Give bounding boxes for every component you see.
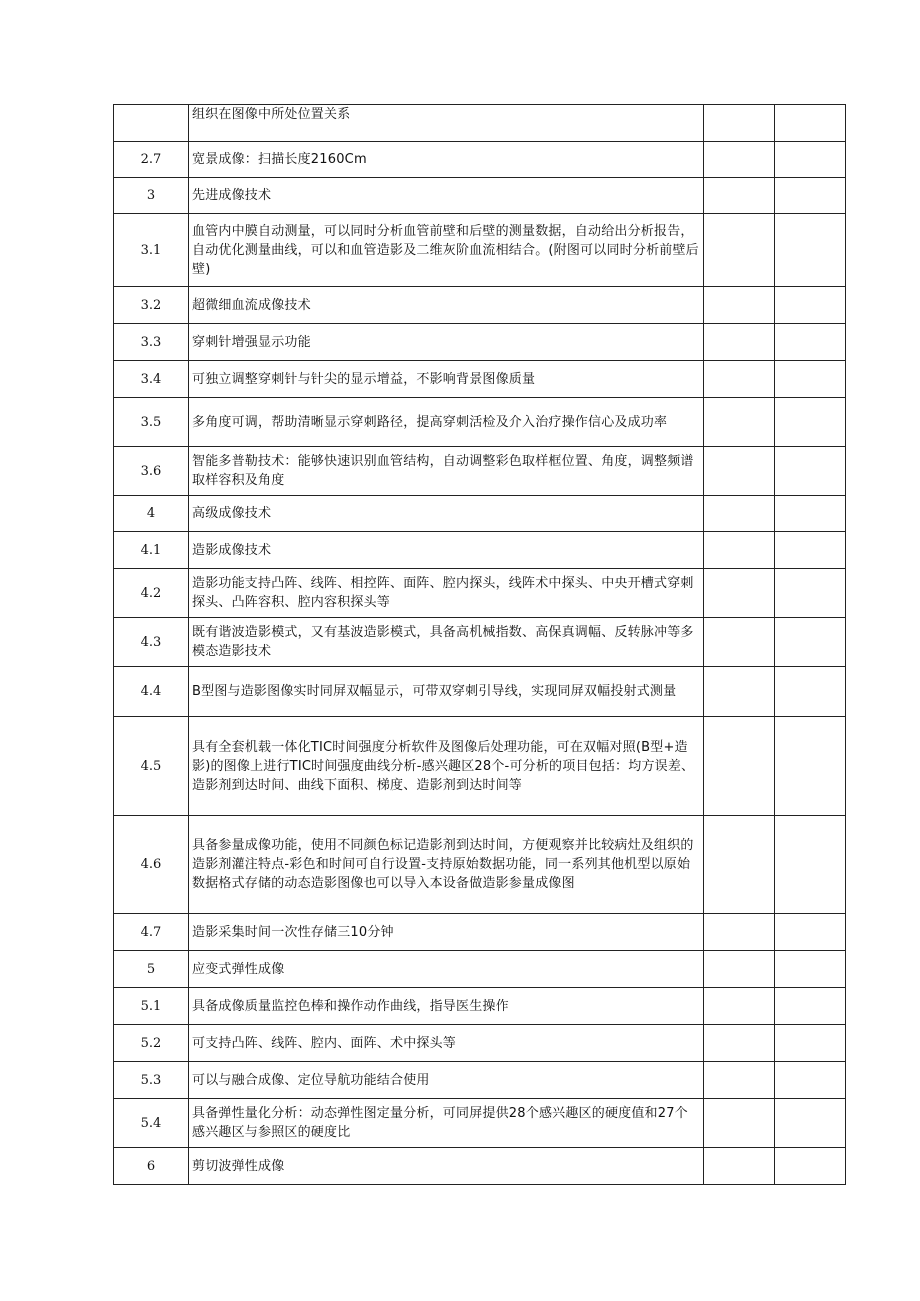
row-text: 多角度可调，帮助清晰显示穿刺路径，提高穿刺活检及介入治疗操作信心及成功率 xyxy=(189,398,704,447)
blank-cell xyxy=(775,1099,846,1148)
blank-cell xyxy=(704,447,775,496)
row-text: 造影采集时间一次性存储三10分钟 xyxy=(189,914,704,951)
row-text: 穿刺针增强显示功能 xyxy=(189,324,704,361)
table-row xyxy=(114,667,846,717)
row-number: 5.2 xyxy=(114,1025,189,1062)
blank-cell xyxy=(775,447,846,496)
row-text: 组织在图像中所处位置关系 xyxy=(189,105,704,142)
blank-cell xyxy=(704,214,775,287)
row-text: 可支持凸阵、线阵、腔内、面阵、术中探头等 xyxy=(189,1025,704,1062)
table-row xyxy=(114,142,846,178)
table-row xyxy=(114,361,846,398)
table-row xyxy=(114,1062,846,1099)
row-number: 4 xyxy=(114,496,189,532)
row-number: 3 xyxy=(114,178,189,214)
blank-cell xyxy=(775,618,846,667)
row-text: 具有全套机载一体化TIC时间强度分析软件及图像后处理功能，可在双幅对照(B型+造影)的图像上进行TIC时间强度曲线分析-感兴趣区28个-可分析的项目包括：均方误差、造影剂到达时间、曲线下面积、梯度、造影剂到达时间等 xyxy=(189,717,704,816)
row-text: 既有谐波造影模式，又有基波造影模式，具备高机械指数、高保真调幅、反转脉冲等多模态造影技术 xyxy=(189,618,704,667)
row-number: 3.1 xyxy=(114,214,189,287)
table-row xyxy=(114,105,846,142)
row-text: 超微细血流成像技术 xyxy=(189,287,704,324)
row-number: 4.5 xyxy=(114,717,189,816)
table-row xyxy=(114,717,846,816)
table-row xyxy=(114,816,846,914)
blank-cell xyxy=(775,214,846,287)
blank-cell xyxy=(775,178,846,214)
row-number: 4.4 xyxy=(114,667,189,717)
row-text: 造影功能支持凸阵、线阵、相控阵、面阵、腔内探头，线阵术中探头、中央开槽式穿刺探头、凸阵容积、腔内容积探头等 xyxy=(189,569,704,618)
row-number: 3.3 xyxy=(114,324,189,361)
blank-cell xyxy=(775,1062,846,1099)
table-row xyxy=(114,1025,846,1062)
row-text: 先进成像技术 xyxy=(189,178,704,214)
table-row xyxy=(114,914,846,951)
blank-cell xyxy=(775,398,846,447)
row-number: 5 xyxy=(114,951,189,988)
blank-cell xyxy=(775,988,846,1025)
blank-cell xyxy=(704,532,775,569)
row-text: 可以与融合成像、定位导航功能结合使用 xyxy=(189,1062,704,1099)
table-row xyxy=(114,287,846,324)
table-row xyxy=(114,988,846,1025)
blank-cell xyxy=(704,398,775,447)
row-number: 5.4 xyxy=(114,1099,189,1148)
row-number: 4.2 xyxy=(114,569,189,618)
row-number: 4.1 xyxy=(114,532,189,569)
row-number: 2.7 xyxy=(114,142,189,178)
blank-cell xyxy=(775,914,846,951)
blank-cell xyxy=(775,142,846,178)
blank-cell xyxy=(704,142,775,178)
row-text: 可独立调整穿刺针与针尖的显示增益，不影响背景图像质量 xyxy=(189,361,704,398)
row-text: 具备弹性量化分析：动态弹性图定量分析，可同屏提供28个感兴趣区的硬度值和27个感兴趣区与参照区的硬度比 xyxy=(189,1099,704,1148)
blank-cell xyxy=(704,287,775,324)
row-number: 5.1 xyxy=(114,988,189,1025)
blank-cell xyxy=(704,324,775,361)
row-number: 3.6 xyxy=(114,447,189,496)
blank-cell xyxy=(775,951,846,988)
blank-cell xyxy=(704,618,775,667)
spec-table xyxy=(113,104,846,1185)
row-number: 3.4 xyxy=(114,361,189,398)
row-text: 剪切波弹性成像 xyxy=(189,1148,704,1185)
row-number: 4.6 xyxy=(114,816,189,914)
blank-cell xyxy=(775,287,846,324)
blank-cell xyxy=(704,496,775,532)
row-text: 宽景成像：扫描长度2160Cm xyxy=(189,142,704,178)
blank-cell xyxy=(704,816,775,914)
blank-cell xyxy=(704,667,775,717)
blank-cell xyxy=(704,951,775,988)
row-text: 造影成像技术 xyxy=(189,532,704,569)
blank-cell xyxy=(704,178,775,214)
table-row xyxy=(114,951,846,988)
table-row xyxy=(114,324,846,361)
table-row xyxy=(114,1148,846,1185)
blank-cell xyxy=(704,1099,775,1148)
blank-cell xyxy=(704,361,775,398)
blank-cell xyxy=(775,361,846,398)
blank-cell xyxy=(775,667,846,717)
table-row xyxy=(114,532,846,569)
blank-cell xyxy=(775,1148,846,1185)
row-number: 4.7 xyxy=(114,914,189,951)
row-text: 应变式弹性成像 xyxy=(189,951,704,988)
row-text: 高级成像技术 xyxy=(189,496,704,532)
row-text: B型图与造影图像实时同屏双幅显示，可带双穿刺引导线，实现同屏双幅投射式测量 xyxy=(189,667,704,717)
blank-cell xyxy=(775,496,846,532)
table-row xyxy=(114,618,846,667)
blank-cell xyxy=(704,569,775,618)
blank-cell xyxy=(704,717,775,816)
row-text: 具备成像质量监控色棒和操作动作曲线，指导医生操作 xyxy=(189,988,704,1025)
row-number: 3.5 xyxy=(114,398,189,447)
row-number: 6 xyxy=(114,1148,189,1185)
blank-cell xyxy=(704,1025,775,1062)
blank-cell xyxy=(704,1148,775,1185)
blank-cell xyxy=(775,816,846,914)
blank-cell xyxy=(775,1025,846,1062)
table-row xyxy=(114,1099,846,1148)
blank-cell xyxy=(775,532,846,569)
table-row xyxy=(114,496,846,532)
blank-cell xyxy=(704,914,775,951)
row-number: 4.3 xyxy=(114,618,189,667)
blank-cell xyxy=(704,105,775,142)
blank-cell xyxy=(775,717,846,816)
blank-cell xyxy=(775,569,846,618)
table-row xyxy=(114,447,846,496)
row-text: 智能多普勒技术：能够快速识别血管结构，自动调整彩色取样框位置、角度，调整频谱取样容积及角度 xyxy=(189,447,704,496)
row-number: 5.3 xyxy=(114,1062,189,1099)
blank-cell xyxy=(704,1062,775,1099)
table-row xyxy=(114,214,846,287)
row-text: 血管内中膜自动测量，可以同时分析血管前壁和后壁的测量数据，自动给出分析报告，自动优化测量曲线，可以和血管造影及二维灰阶血流相结合。(附图可以同时分析前壁后壁) xyxy=(189,214,704,287)
table-row xyxy=(114,569,846,618)
table-row xyxy=(114,178,846,214)
blank-cell xyxy=(775,324,846,361)
row-number xyxy=(114,105,189,142)
row-number: 3.2 xyxy=(114,287,189,324)
blank-cell xyxy=(704,988,775,1025)
row-text: 具备参量成像功能，使用不同颜色标记造影剂到达时间，方便观察并比较病灶及组织的造影剂灌注特点-彩色和时间可自行设置-支持原始数据功能，同一系列其他机型以原始数据格式存储的动态造影图像也可以导入本设备做造影参量成像图 xyxy=(189,816,704,914)
blank-cell xyxy=(775,105,846,142)
table-row xyxy=(114,398,846,447)
